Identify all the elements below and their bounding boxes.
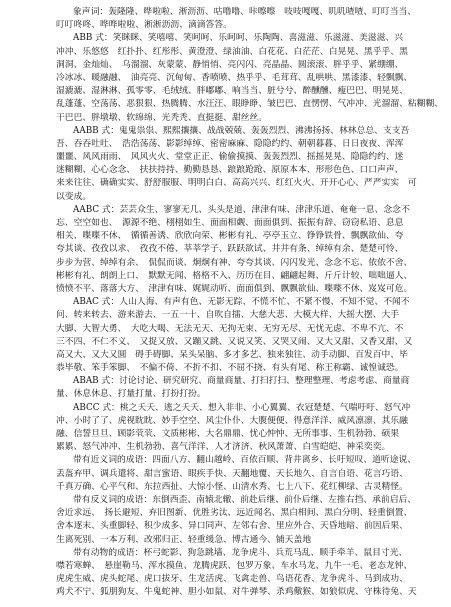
section-abab	[56, 375, 451, 401]
text-line: 问、转来转去、游来游去、一五一十、自吹自擂、大慈大悲、大模大样、大摇大摆、大手	[56, 310, 400, 321]
section-abb	[56, 32, 451, 124]
text-line: 吾、吞吞吐吐、 浩浩荡荡、影影绰绰、密密麻麻、隐隐约约、朝朝暮暮、日日夜夜、浑浑	[56, 138, 404, 149]
text-line: 迷糊糊、心心念念、 扶扶持持、勤勤恳恳、踉踉跄跄、原原本本、形形色色、口口声声、	[56, 165, 404, 176]
text-line: 恭毕敬、笨手笨脚、 不偏不倚、不折不扣、不屈不挠、有头有尾、称王称霸、诚惶诚恐。	[56, 363, 404, 374]
text-line: 相关、喋喋不休、 循循善诱、欣欣向荣、彬彬有礼、亭亭玉立、铮铮铁骨、飘飘欲仙、夸	[56, 231, 404, 242]
text-line	[56, 32, 451, 45]
line-text: 芸芸众生、寥寥无几、头头是道、津津有味、津津乐道、奄奄一息、念念不	[119, 204, 410, 215]
text-line	[56, 6, 451, 19]
section-label: 带有反义词的成语：	[73, 494, 153, 505]
section-label: AABC 式：	[73, 204, 120, 215]
text-line: 冲冲、乐悠悠 红扑扑、红彤彤、黄澄澄、绿油油、白花花、白茫茫、白晃晃、黑乎乎、黑	[56, 46, 408, 57]
line-text: 轰隆隆、哗啦啦、淅沥沥、咕噜噜、咔嚓嚓 吱吱嘎嘎、叽叽喳喳、叮叮当当、	[108, 7, 417, 17]
section-label: ABB 式：	[73, 33, 113, 44]
text-line: 量、休息休息、打量打量、打扮打扮。	[56, 389, 206, 400]
text-line: 冲、小时了了、虎视眈眈、妙手空空、风尘仆仆、大腹便便、得意洋洋、威风凛凛、其乐融	[56, 415, 408, 426]
line-text: 讨论讨论、研究研究、商量商量、打扫打扫、整理整理、考虑考虑、商量商	[119, 376, 410, 387]
text-line: 忘、空空如也、 源源不绝、栩栩如生、面面相觑、面面俱到、振振有辞、窃窃私语、息息	[56, 218, 404, 228]
section-animal-idioms	[56, 547, 451, 600]
section-antonym-idioms	[56, 494, 451, 547]
text-line	[56, 547, 451, 560]
text-line: 以变成。	[56, 191, 92, 202]
text-line: 乱蓬蓬、空荡荡、恶狠狠、热腾腾、水汪汪、眼睁睁、皱巴巴、直愣愣、气冲冲、光溜溜、粘糊糊、	[56, 99, 444, 110]
section-label: 象声词：	[73, 7, 109, 17]
text-line: 三不四、不仁不义、 又捉又放、又蹦又跳、又说又笑、又哭又闹、又大又甜、又香又甜、又	[56, 336, 413, 347]
text-line	[56, 204, 451, 217]
text-line: 噤若寒蝉、 悬崖勒马、浑水摸鱼、龙腾虎跃、包罗万象、车水马龙、九牛一毛、老态龙钟、	[56, 560, 413, 571]
section-synonym-idioms	[56, 454, 451, 494]
line-text: 人山人海、有声有色、无影无踪、不慌不忙、不紧不慢、不知不觉、不闻不	[119, 297, 410, 308]
text-line: 洞洞、金灿灿、 乌溜溜、灰蒙蒙、静悄悄、亮闪闪、亮晶晶、圆滚滚、胖乎乎、紧绷绷、	[56, 59, 404, 70]
section-label: ABCC 式：	[73, 402, 120, 413]
text-line: 夸其谈、孜孜以求、 孜孜不倦、莘莘学子、跃跃欲试、井井有条、绰绰有余、楚楚可怜、	[56, 244, 404, 255]
text-line: 累累、怒气冲冲、生机勃勃、喜气洋洋、人才济济、秋风萧萧、白雪皑皑、神采奕奕。	[56, 442, 391, 453]
text-line: 大脚、大智大勇、 大吃大喝、无法无天、无拘无束、无穷无尽、无忧无虑、不卑不亢、不	[56, 323, 404, 334]
text-line: 彬彬有礼、朗朗上口、 默默无闻、格格不入、历历在目、翩翩起舞、斤斤计较、咄咄逼人、	[56, 270, 413, 281]
line-text: 东倒西歪、南辕北辙、前赴后继、前仆后继、左推右挡、承前启后、	[152, 494, 417, 505]
text-line	[56, 296, 451, 309]
text-line: 舍近求远、 扬长避短、弃旧图新、优胜劣汰、远近闻名、黑白相间、黑白分明、轻重倒置、	[56, 508, 413, 519]
text-line: 来来往往、确确实实、舒舒服服、明明白白、高高兴兴、红红火火、开开心心、严严实实 可	[56, 178, 417, 189]
text-line	[56, 375, 451, 388]
text-line	[56, 125, 451, 138]
text-line	[56, 494, 451, 507]
text-line: 步步为营、绰绰有余、 侃侃而谈、炯炯有神、夸夸其谈、闪闪发光、念念不忘、依依不舍、	[56, 257, 413, 268]
text-line: 冷冰冰、暖融融、 油亮亮、沉甸甸、香喷喷、热乎乎、毛茸茸、乱哄哄、黑漆漆、轻飘飘、	[56, 72, 413, 83]
section-aabb	[56, 125, 451, 204]
line-text: 鬼鬼祟祟、熙熙攘攘、战战兢兢、轰轰烈烈、沸沸扬扬、林林总总、支支吾	[119, 125, 410, 136]
text-line: 噩噩、风风雨雨、 风风火火、堂堂正正、偷偷摸摸、轰轰烈烈、摇摇晃晃、隐隐约约、迷	[56, 152, 404, 163]
section-aabc	[56, 204, 451, 296]
text-line: 干巴巴、胖墩墩、软绵绵、光秃秃、直挺挺、甜丝丝。	[56, 112, 268, 123]
text-line: 高又大、又大又圆 碍手碍脚、呆头呆脑、多才多艺、独来独往、动手动脚、百发百中、毕	[56, 349, 408, 360]
line-text: 笑眯眯、笑嘻嘻、笑呵呵、乐呵呵、乐陶陶、喜滋滋、乐滋滋、美滋滋、兴	[112, 33, 403, 44]
text-line: 叮叮咚咚、哗哗啦啦、淅淅沥沥、滴滴答答。	[56, 20, 232, 31]
text-line: 丢盔弃甲、调兵遣将、甜言蜜语、眼疾手快、天翻地覆、天长地久、自言自语、花言巧语、	[56, 468, 408, 479]
text-line: 虎虎生威、虎头蛇尾、虎口拔牙、生龙活虎、飞禽走兽、鸟语花香、龙争虎斗、马到成功、	[56, 574, 408, 585]
section-label: AABB 式：	[73, 125, 120, 136]
section-onomatopoeia	[56, 6, 451, 32]
text-line	[56, 454, 451, 467]
line-text: 桃之夭夭、逃之夭夭、想入非非、小心翼翼、衣冠楚楚、气喘吁吁、怒气冲	[119, 402, 411, 413]
section-label: ABAC 式：	[73, 297, 120, 308]
section-label: 带有动物的成语：	[73, 547, 144, 558]
section-abac	[56, 296, 451, 375]
text-line: 千真万确、心平气和、东拉西扯、大惊小怪、山清水秀、七上八下、花红柳绿、古灵精怪。	[56, 481, 408, 492]
section-label: 带有近义词的成语：	[73, 455, 153, 466]
text-line: 鸡犬不宁、狐朋狗友、牛鬼蛇神、胆小如鼠、对牛弹琴、杀鸡儆猴、如狼似虎、守株待兔、天	[56, 587, 417, 598]
text-line: 愤愤不平、落落大方、 津津有味、娓娓动听、面面俱到、飘飘欲仙、喋喋不休、岌岌可危。	[56, 283, 413, 294]
text-line	[56, 402, 451, 415]
line-text: 四面八方、翻山越岭、百依百顺、背井离乡、长吁短叹、道听途说、	[152, 455, 417, 466]
text-line: 融、信誓旦旦、顾影茕茕、文质彬彬、大名鼎鼎、忧心忡忡、无所事事、生机勃勃、硕果	[56, 429, 400, 439]
text-line: 舍本逐末、头重脚轻、积少成多、异口同声、左邻右舍、里应外合、天昏地暗、前因后果、	[56, 521, 408, 532]
text-line: 生离死别、一本万利、改邪归正、轻重缓急、博古通今、铺天盖地	[56, 534, 312, 545]
section-abcc	[56, 402, 451, 455]
line-text: 杯弓蛇影、狗急跳墙、龙争虎斗、兵荒马乱、顺手牵羊、鼠目寸光、	[143, 547, 408, 558]
section-label: ABAB 式：	[73, 376, 120, 387]
text-line: 湿漉漉、湿淋淋、孤零零、毛绒绒、胖嘟嘟、响当当、脏兮兮、醉醺醺、瘦巴巴、明晃晃、	[56, 86, 408, 97]
